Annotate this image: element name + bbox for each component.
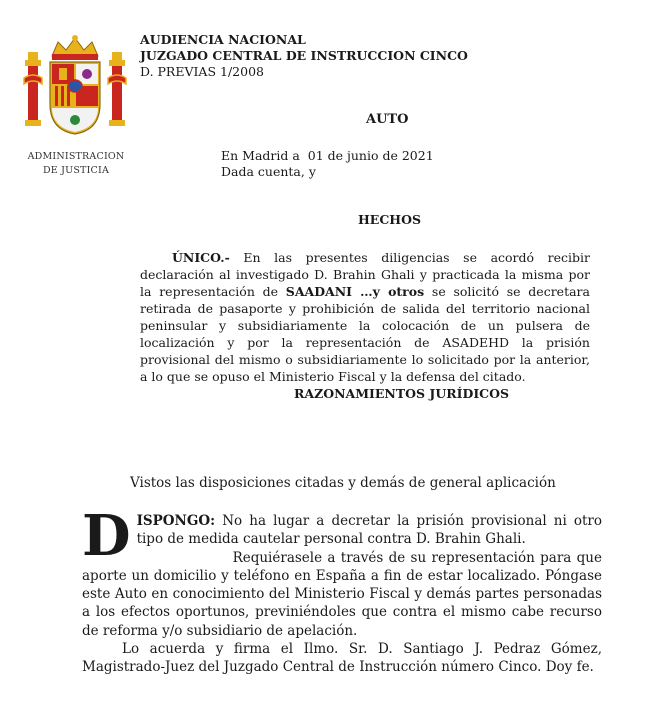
court-header (140, 32, 468, 80)
court-name: AUDIENCIA NACIONAL (140, 32, 306, 47)
unico-text-2: se solicitó se decretara retirada de pasaporte y prohibición de salida del territorio nacional peninsular y subsidiariamente la colocación de un pulsera de localización y por la representación de ASADEHD la prisión provisional del mismo o subsidiariamente lo solicitado por la anterior, a lo que se opuso el Ministerio Fiscal y la defensa del citado. (140, 284, 590, 384)
firma-text: Lo acuerda y firma el Ilmo. Sr. D. Santiago J. Pedraz Gómez, Magistrado-Juez del Juzgado Central de Instrucción número Cinco. Doy fe. (82, 641, 602, 676)
unico-paragraph (140, 249, 590, 385)
vistos-line: Vistos las disposiciones citadas y demás de general aplicación (130, 475, 556, 491)
unico-party-name: SAADANI …y otros (285, 284, 425, 299)
coat-of-arms (22, 34, 128, 140)
unico-text-1: En las presentes diligencias se acordó recibir declaración al investigado D. Brahin Ghali y practicada la misma por la representación de (140, 250, 590, 299)
unico-lead: ÚNICO.- (172, 250, 230, 265)
dispongo-lead: ISPONGO: (136, 513, 216, 529)
crest-caption-line1: ADMINISTRACION (27, 151, 125, 162)
crest-caption-line2: DE JUSTICIA (42, 165, 110, 176)
dropcap-letter: D (82, 503, 131, 569)
document-title: AUTO (366, 112, 409, 127)
dispongo-paragraph (82, 503, 602, 569)
spanish-coat-of-arms-icon (22, 34, 128, 140)
court-division: JUZGADO CENTRAL DE INSTRUCCION CINCO (140, 48, 468, 63)
dispongo-text: No ha lugar a decretar la prisión provisional ni otro tipo de medida cautelar personal contra D. Brahin Ghali. (136, 513, 602, 548)
dada-cuenta-line: Dada cuenta, y (221, 164, 316, 179)
crest-caption (12, 150, 140, 178)
dispongo-section (82, 503, 602, 677)
hechos-heading: HECHOS (358, 212, 422, 227)
requierasele-text: Requiérasele a través de su representación para que aporte un domicilio y teléfono en España a fin de estar localizado. Póngase este Auto en conocimiento del Ministerio Fiscal y demás partes personadas a los efectos oportunos, previniéndoles que contra el mismo cabe recurso de reforma y/o subsidiario de apelación. (82, 549, 602, 639)
razonamientos-heading: RAZONAMIENTOS JURÍDICOS (294, 386, 510, 401)
firma-paragraph (82, 640, 602, 677)
requierasele-paragraph (82, 549, 602, 640)
date-block (221, 148, 434, 180)
case-reference: D. PREVIAS 1/2008 (140, 64, 264, 79)
date-line: En Madrid a 01 de junio de 2021 (221, 148, 434, 163)
